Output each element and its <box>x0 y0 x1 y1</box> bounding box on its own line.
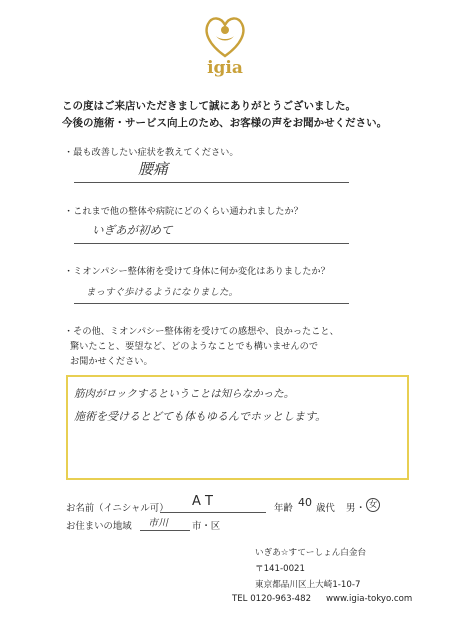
gender-male: 男 <box>346 503 356 514</box>
answer-2-line <box>74 243 349 244</box>
intro-line-1: この度はご来店いただきまして誠にありがとうございました。 <box>62 100 356 112</box>
intro-line-2: 今後の施術・サービス向上のため、お客様の声をお聞かせください。 <box>62 117 388 129</box>
answer-1: 腰痛 <box>138 160 169 178</box>
question-4-line-1: ・その他、ミオンパシー整体術を受けての感想や、良かったこと、 <box>64 326 339 337</box>
question-2: ・これまで他の整体や病院にどのくらい通われましたか？ <box>64 206 303 217</box>
answer-3-line <box>74 303 349 304</box>
name-label: お名前（イニシャル可） <box>66 503 169 514</box>
area-label: お住まいの地域 <box>66 521 132 532</box>
name-line <box>160 512 266 513</box>
shop-name: いぎあ☆すてーしょん白金台 <box>255 548 367 558</box>
comment-answer-1: 筋肉がロックするということは知らなかった。 <box>74 388 295 400</box>
area-line <box>140 530 190 531</box>
gender-female-selected <box>366 498 380 512</box>
age-suffix: 歳代 <box>316 503 335 514</box>
age-label: 年齢 <box>274 503 293 514</box>
name-value: A T <box>192 494 213 509</box>
area-suffix: 市・区 <box>192 521 221 532</box>
shop-web: www.igia-tokyo.com <box>326 594 413 604</box>
area-value: 市川 <box>148 518 168 529</box>
gender-separator: ・ <box>356 503 366 514</box>
question-3: ・ミオンパシー整体術を受けて身体に何か変化はありましたか？ <box>64 266 330 277</box>
gender-female: 女 <box>366 498 380 512</box>
question-4-line-2: 驚いたこと、要望など、どのようなことでも構いませんので <box>70 341 319 352</box>
shop-postal: 〒141-0021 <box>255 564 305 574</box>
question-1: ・最も改善したい症状を教えてください。 <box>64 147 239 158</box>
answer-2: いぎあが初めて <box>92 223 173 237</box>
shop-tel: TEL 0120-963-482 <box>232 594 312 604</box>
age-value: 40 <box>298 496 312 509</box>
answer-1-line <box>74 182 349 183</box>
answer-3: まっすぐ歩けるようになりました。 <box>86 287 239 298</box>
shop-address: 東京都品川区上大崎1-10-7 <box>255 580 361 590</box>
question-4-line-3: お聞かせください。 <box>70 356 153 367</box>
brand-name: igia <box>207 58 243 78</box>
comment-answer-2: 施術を受けるとどても体もゆるんでホッとします。 <box>74 410 327 423</box>
